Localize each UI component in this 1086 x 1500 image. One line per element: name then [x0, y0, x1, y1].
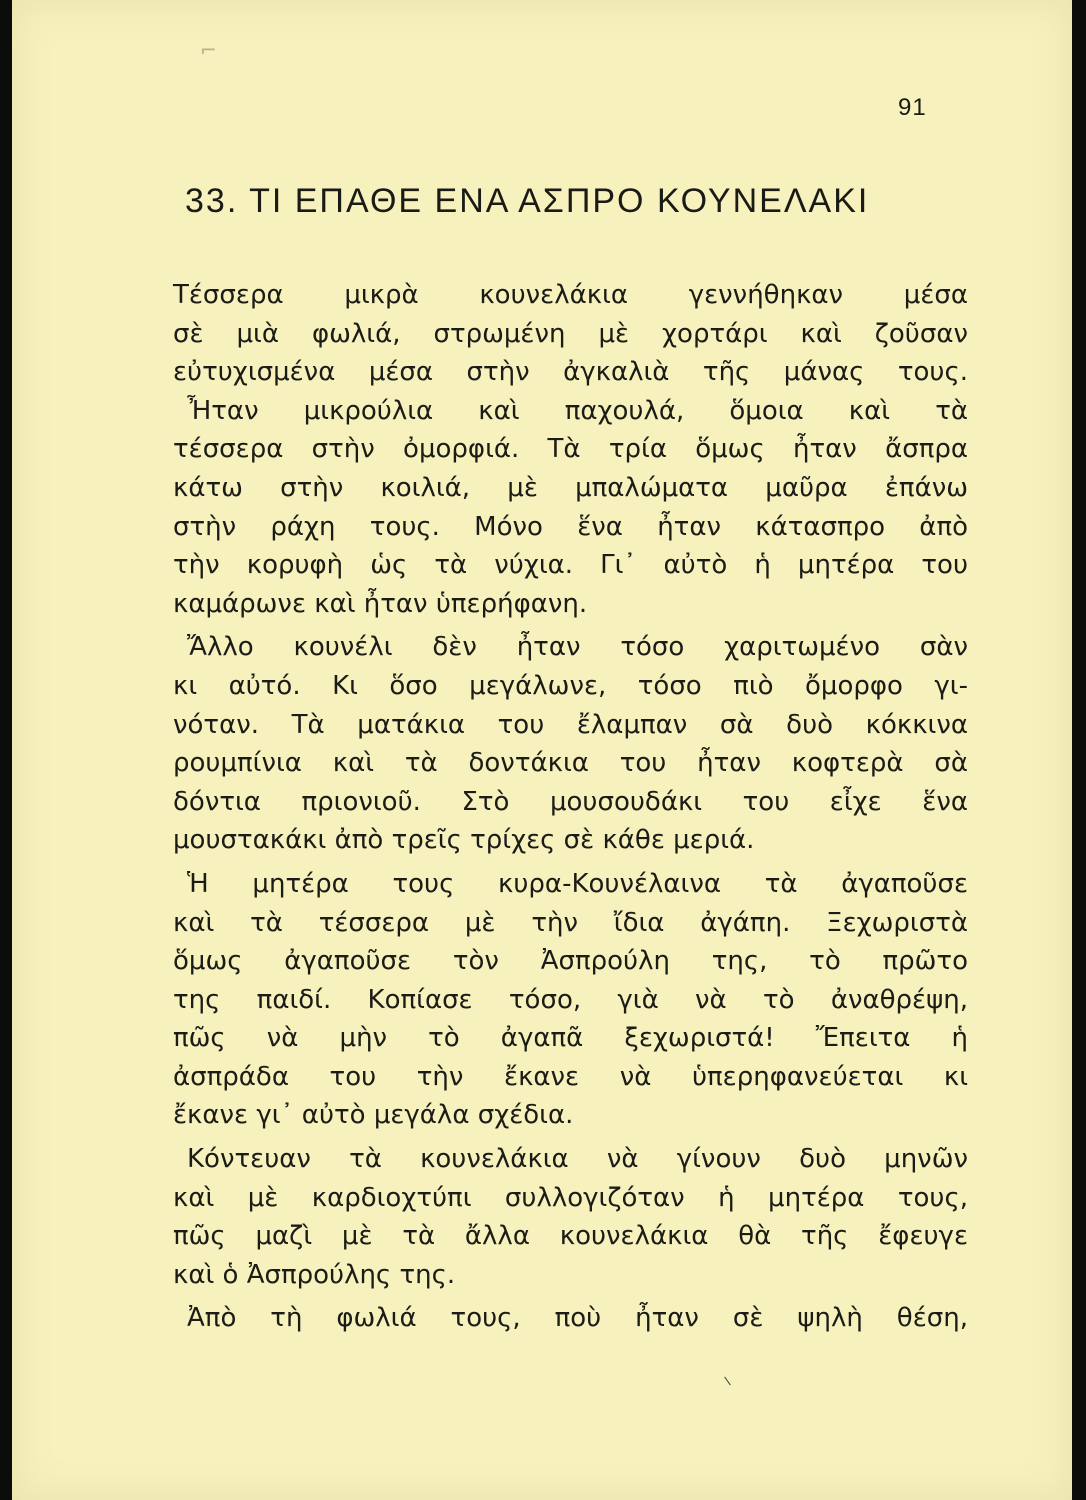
- text-line: Τέσσερα μικρὰ κουνελάκια γεννήθηκαν μέσα: [173, 280, 968, 310]
- text-line: καὶ ὁ Ἀσπρούλης της.: [173, 1259, 456, 1290]
- text-line: καμάρωνε καὶ ἦταν ὑπερήφανη.: [173, 588, 588, 619]
- text-line: Ἦταν μικρούλια καὶ παχουλά, ὅμοια καὶ τὰ: [187, 395, 968, 426]
- text-line: Ἀπὸ τὴ φωλιά τους, ποὺ ἦταν σὲ ψηλὴ θέση,: [187, 1303, 968, 1334]
- text-line: μουστακάκι ἀπὸ τρεῖς τρίχες σὲ κάθε μεριά.: [173, 825, 755, 856]
- text-line: δόντια πριονιοῦ. Στὸ μουσουδάκι του εἶχε ἕνα: [173, 786, 968, 817]
- text-line: καὶ μὲ καρδιοχτύπι συλλογιζόταν ἡ μητέρα τους,: [173, 1182, 968, 1213]
- text-line: της παιδί. Κοπίασε τόσο, γιὰ νὰ τὸ ἀναθρέψη,: [173, 984, 968, 1015]
- text-line: Ἡ μητέρα τους κυρα-Κουνέλαινα τὰ ἀγαποῦσε: [187, 868, 968, 899]
- text-line: τὴν κορυφὴ ὡς τὰ νύχια. Γι᾽ αὐτὸ ἡ μητέρα του: [173, 550, 968, 581]
- text-line: πῶς μαζὶ μὲ τὰ ἄλλα κουνελάκια θὰ τῆς ἔφευγε: [173, 1221, 968, 1252]
- text-line: Κόντευαν τὰ κουνελάκια νὰ γίνουν δυὸ μηνῶν: [187, 1144, 968, 1175]
- page-corner-mark: ⌐: [200, 38, 217, 62]
- text-line: ὅμως ἀγαποῦσε τὸν Ἀσπρούλη της, τὸ πρῶτο: [173, 946, 968, 977]
- text-line: ρουμπίνια καὶ τὰ δοντάκια του ἦταν κοφτερὰ σὰ: [173, 748, 968, 779]
- text-line: πῶς νὰ μὴν τὸ ἀγαπᾶ ξεχωριστά! Ἔπειτα ἡ: [173, 1023, 968, 1054]
- text-line: στὴν ράχη τους. Μόνο ἕνα ἦταν κάτασπρο ἀπὸ: [173, 511, 968, 542]
- text-line: ἔκανε γι᾽ αὐτὸ μεγάλα σχέδια.: [173, 1100, 574, 1131]
- text-line: ἀσπράδα του τὴν ἔκανε νὰ ὑπερηφανεύεται κι: [173, 1061, 968, 1092]
- text-line: εὐτυχισμένα μέσα στὴν ἀγκαλιὰ τῆς μάνας τους.: [173, 357, 968, 388]
- text-line: νόταν. Τὰ ματάκια του ἔλαμπαν σὰ δυὸ κόκκινα: [173, 709, 968, 740]
- text-line: τέσσερα στὴν ὀμορφιά. Τὰ τρία ὅμως ἦταν ἄσπρα: [173, 434, 968, 465]
- book-page: [12, 0, 1072, 1500]
- page-number: 91: [898, 94, 927, 121]
- text-line: καὶ τὰ τέσσερα μὲ τὴν ἴδια ἀγάπη. Ξεχωριστὰ: [173, 907, 968, 938]
- chapter-title: 33. ΤΙ ΕΠΑΘΕ ΕΝΑ ΑΣΠΡΟ ΚΟΥΝΕΛΑΚΙ: [185, 182, 870, 220]
- text-line: σὲ μιὰ φωλιά, στρωμένη μὲ χορτάρι καὶ ζοῦσαν: [173, 318, 968, 349]
- text-line: Ἄλλο κουνέλι δὲν ἦταν τόσο χαριτωμένο σὰν: [187, 632, 968, 663]
- ink-mark: [724, 1377, 731, 1386]
- body-text: [173, 276, 968, 1338]
- text-line: κι αὐτό. Κι ὅσο μεγάλωνε, τόσο πιὸ ὄμορφο γι-: [173, 670, 968, 701]
- text-line: κάτω στὴν κοιλιά, μὲ μπαλώματα μαῦρα ἐπάνω: [173, 472, 968, 503]
